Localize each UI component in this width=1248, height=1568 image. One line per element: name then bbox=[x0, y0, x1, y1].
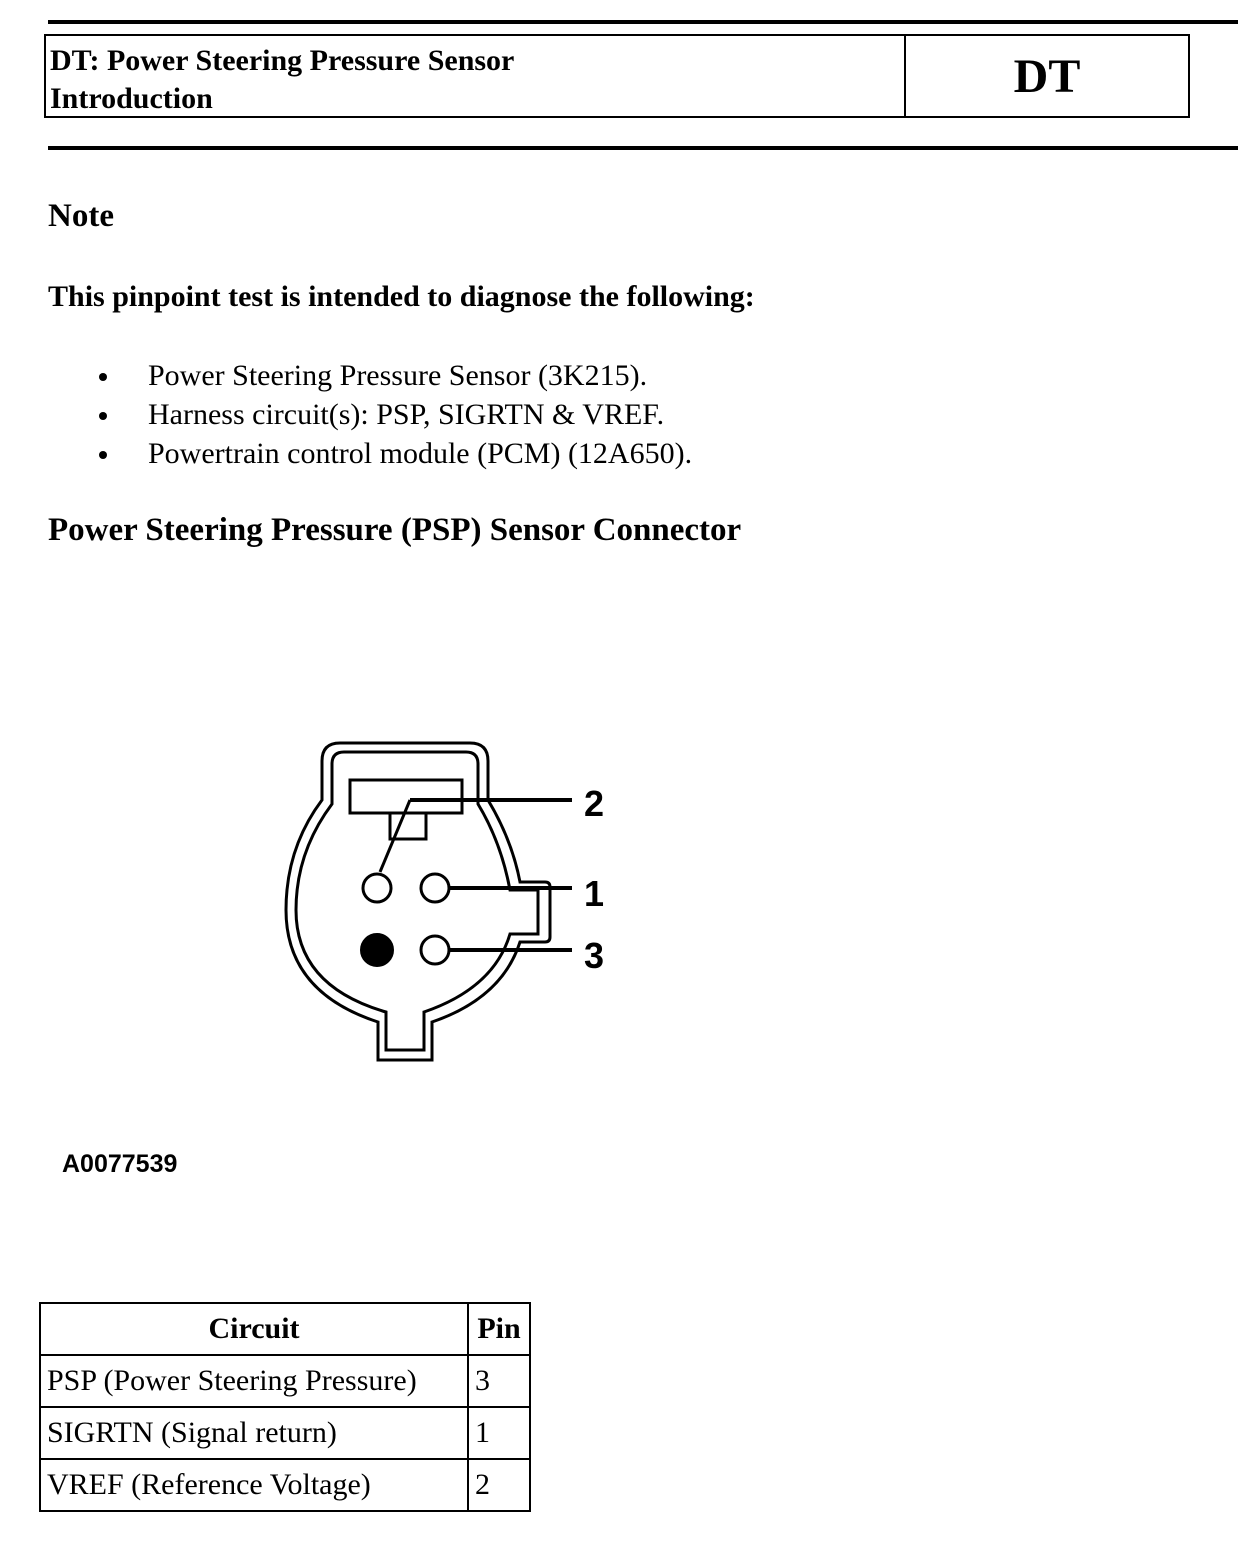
section-code: DT bbox=[1013, 49, 1081, 103]
pin-label-3: 3 bbox=[584, 935, 605, 976]
pin-3-hole bbox=[421, 936, 449, 964]
table-row bbox=[40, 1355, 530, 1407]
table-cell-circuit: SIGRTN (Signal return) bbox=[40, 1407, 468, 1459]
note-heading: Note bbox=[48, 198, 114, 234]
table-cell-circuit: PSP (Power Steering Pressure) bbox=[40, 1355, 468, 1407]
bottom-rule bbox=[48, 146, 1238, 150]
table-cell-pin: 1 bbox=[468, 1407, 530, 1459]
pin-1-hole bbox=[421, 874, 449, 902]
connector-inner-shell bbox=[296, 752, 538, 1050]
top-rule bbox=[48, 20, 1238, 24]
figure-id: A0077539 bbox=[62, 1150, 178, 1178]
page-title bbox=[50, 42, 902, 118]
leader-line-pin-2-diagonal bbox=[380, 800, 410, 872]
title-line-2: Introduction bbox=[50, 82, 213, 115]
table-cell-pin: 2 bbox=[468, 1459, 530, 1511]
diagnosis-list bbox=[48, 356, 692, 473]
intro-text: This pinpoint test is intended to diagnose the following: bbox=[48, 280, 755, 313]
bullet-icon bbox=[99, 451, 107, 459]
connector-heading: Power Steering Pressure (PSP) Sensor Connector bbox=[48, 512, 742, 548]
connector-outer-shell bbox=[286, 743, 550, 1060]
bullet-icon bbox=[99, 373, 107, 381]
table-row bbox=[40, 1459, 530, 1511]
pin-label-2: 2 bbox=[584, 783, 605, 824]
bullet-icon bbox=[99, 412, 107, 420]
pin-2-hole bbox=[363, 874, 391, 902]
table-header-row bbox=[40, 1303, 530, 1355]
header-box bbox=[44, 34, 1190, 118]
table-row bbox=[40, 1407, 530, 1459]
list-item: Harness circuit(s): PSP, SIGRTN & VREF. bbox=[48, 395, 692, 434]
pin-label-1: 1 bbox=[584, 873, 605, 914]
title-line-1: DT: Power Steering Pressure Sensor bbox=[50, 44, 515, 77]
list-item: Power Steering Pressure Sensor (3K215). bbox=[48, 356, 692, 395]
pin-unused-filled bbox=[361, 934, 393, 966]
table-cell-pin: 3 bbox=[468, 1355, 530, 1407]
connector-diagram-svg bbox=[270, 730, 630, 1080]
column-header-pin: Pin bbox=[468, 1303, 530, 1355]
pin-table bbox=[39, 1302, 531, 1512]
connector-diagram bbox=[270, 730, 630, 1080]
column-header-circuit: Circuit bbox=[40, 1303, 468, 1355]
list-item: Powertrain control module (PCM) (12A650). bbox=[48, 434, 692, 473]
table-cell-circuit: VREF (Reference Voltage) bbox=[40, 1459, 468, 1511]
